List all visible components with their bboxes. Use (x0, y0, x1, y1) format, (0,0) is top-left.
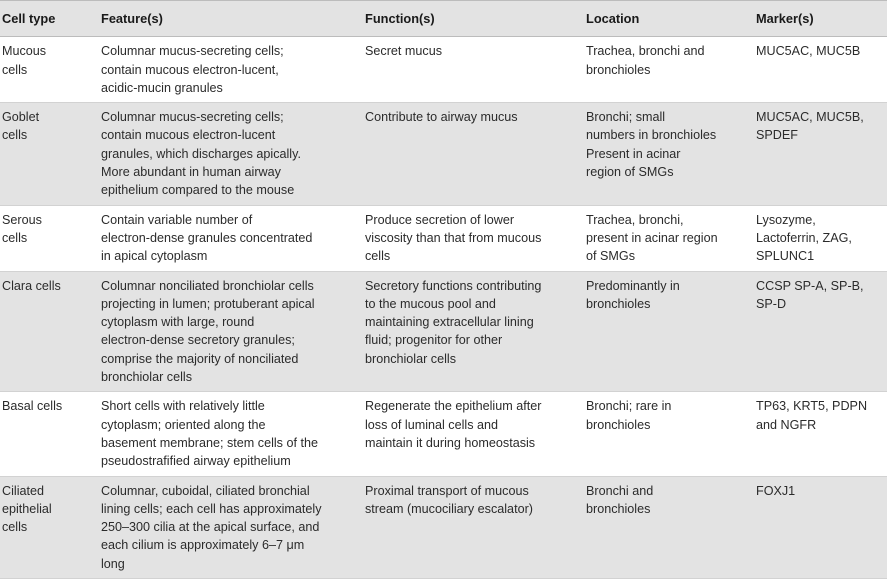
features-cell: Contain variable number of electron-dense granules concentrated in apical cytoplasm (97, 205, 361, 271)
markers-cell: MUC5AC, MUC5B (752, 37, 887, 103)
table-header (0, 1, 887, 37)
features-cell: Short cells with relatively little cytoplasm; oriented along the basement membrane; stem cells of the pseudostrafified airway epithelium (97, 392, 361, 476)
cell-type: Basal cells (0, 392, 97, 476)
features-cell: Columnar mucus-secreting cells; contain mucous electron-lucent, acidic-mucin granules (97, 37, 361, 103)
features-cell: Columnar nonciliated bronchiolar cells projecting in lumen; protuberant apical cytoplasm with large, round electron-dense secretory granules; comprise the majority of nonciliated bronchiolar cells (97, 271, 361, 392)
markers-cell: FOXJ1 (752, 476, 887, 578)
table-row (0, 392, 887, 476)
functions-cell: Secret mucus (361, 37, 582, 103)
markers-cell: TP63, KRT5, PDPN and NGFR (752, 392, 887, 476)
header-cell-type: Cell type (0, 1, 97, 37)
markers-cell: Lysozyme, Lactoferrin, ZAG, SPLUNC1 (752, 205, 887, 271)
cell-type: Ciliated epithelial cells (0, 476, 97, 578)
table-row (0, 476, 887, 578)
table-row (0, 103, 887, 205)
cell-type: Serous cells (0, 205, 97, 271)
table-row (0, 271, 887, 392)
functions-cell: Regenerate the epithelium after loss of luminal cells and maintain it during homeostasis (361, 392, 582, 476)
markers-cell: MUC5AC, MUC5B, SPDEF (752, 103, 887, 205)
table-row (0, 37, 887, 103)
cell-type: Goblet cells (0, 103, 97, 205)
table-body (0, 37, 887, 579)
header-functions: Function(s) (361, 1, 582, 37)
location-cell: Predominantly in bronchioles (582, 271, 752, 392)
table-row (0, 205, 887, 271)
location-cell: Bronchi; rare in bronchioles (582, 392, 752, 476)
header-location: Location (582, 1, 752, 37)
location-cell: Trachea, bronchi and bronchioles (582, 37, 752, 103)
functions-cell: Secretory functions contributing to the mucous pool and maintaining extracellular lining fluid; progenitor for other bronchiolar cells (361, 271, 582, 392)
location-cell: Bronchi and bronchioles (582, 476, 752, 578)
location-cell: Trachea, bronchi, present in acinar region of SMGs (582, 205, 752, 271)
functions-cell: Produce secretion of lower viscosity than that from mucous cells (361, 205, 582, 271)
location-cell: Bronchi; small numbers in bronchioles Present in acinar region of SMGs (582, 103, 752, 205)
header-features: Feature(s) (97, 1, 361, 37)
functions-cell: Contribute to airway mucus (361, 103, 582, 205)
features-cell: Columnar, cuboidal, ciliated bronchial lining cells; each cell has approximately 250–300 cilia at the apical surface, and each cilium is approximately 6–7 μm long (97, 476, 361, 578)
cell-type: Clara cells (0, 271, 97, 392)
header-row (0, 1, 887, 37)
markers-cell: CCSP SP-A, SP-B, SP-D (752, 271, 887, 392)
functions-cell: Proximal transport of mucous stream (mucociliary escalator) (361, 476, 582, 578)
header-markers: Marker(s) (752, 1, 887, 37)
features-cell: Columnar mucus-secreting cells; contain mucous electron-lucent granules, which discharges apically. More abundant in human airway epithelium compared to the mouse (97, 103, 361, 205)
cell-type: Mucous cells (0, 37, 97, 103)
